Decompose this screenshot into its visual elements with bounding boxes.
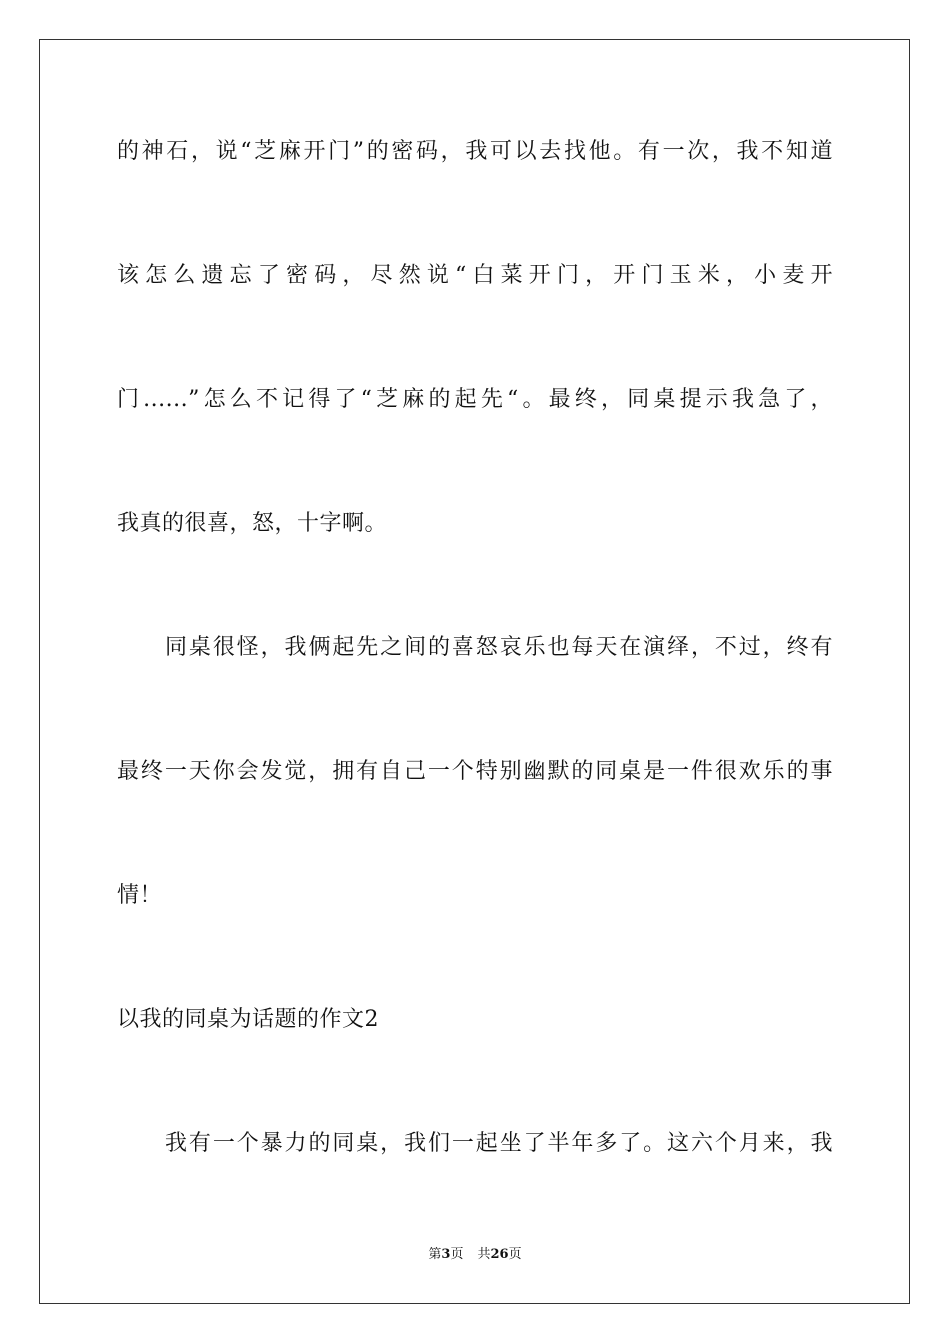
text-line: 门......”怎么不记得了“芝麻的起先“。最终，同桌提示我急了， [117,387,833,412]
text-line: 情！ [117,883,163,908]
current-page-number: 3 [441,1247,451,1262]
paragraph-start-line: 我有一个暴力的同桌，我们一起坐了半年多了。这六个月来，我 [165,1131,833,1156]
page-unit: 页 [450,1247,464,1262]
section-heading: 以我的同桌为话题的作文2 [117,1007,379,1032]
text-line: 最终一天你会发觉，拥有自己一个特别幽默的同桌是一件很欢乐的事 [117,759,833,784]
text-line: 的神石，说“芝麻开门”的密码，我可以去找他。有一次，我不知道 [117,139,833,164]
total-unit: 页 [508,1247,522,1262]
total-page-number: 26 [490,1247,509,1262]
text-line: 我真的很喜，怒，十字啊。 [117,511,388,536]
total-prefix: 共 [477,1247,491,1262]
page-footer [0,1246,950,1264]
page-prefix: 第 [428,1247,442,1262]
text-line: 该怎么遗忘了密码，尽然说“白菜开门，开门玉米，小麦开 [117,263,833,288]
paragraph-start-line: 同桌很怪，我俩起先之间的喜怒哀乐也每天在演绎，不过，终有 [165,635,833,660]
page-frame [39,39,910,1304]
